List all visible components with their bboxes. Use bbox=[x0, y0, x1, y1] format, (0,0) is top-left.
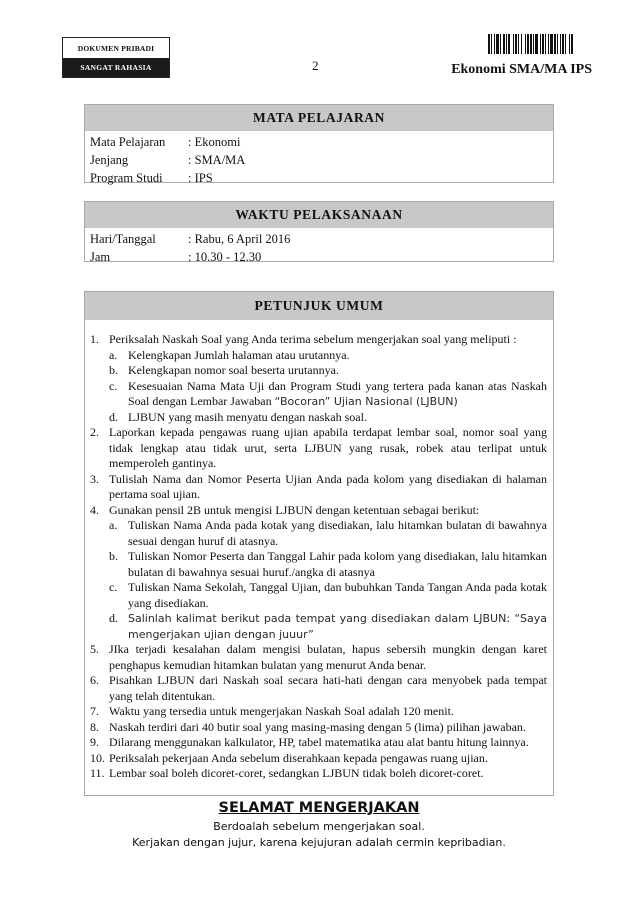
subitem-text: Kesesuaian Nama Mata Uji dan Program Studi yang tertera pada kanan atas Naskah Soal dengan Lembar Jawaban bbox=[128, 378, 547, 408]
info-label: Program Studi bbox=[90, 170, 163, 185]
instruction-number: 3. bbox=[90, 471, 99, 486]
instruction-number: 9. bbox=[90, 735, 99, 749]
instruction-text: Lembar soal boleh dicoret-coret, sedangkan LJBUN tidak boleh dicoret-coret. bbox=[109, 766, 484, 780]
subitem-letter: c. bbox=[109, 378, 118, 393]
instruction-item bbox=[90, 720, 547, 736]
footer-line: Berdoalah sebelum mengerjakan soal. bbox=[213, 820, 425, 833]
subitem-letter: d. bbox=[109, 611, 118, 625]
subitem-text: Kelengkapan Jumlah halaman atau urutannya. bbox=[128, 347, 350, 362]
instruction-text: Pisahkan LJBUN dari Naskah soal secara hati-hati dengan cara menyobek pada tempat yang telah ditentukan. bbox=[109, 673, 547, 703]
instruction-item bbox=[90, 704, 547, 720]
instruction-text: Naskah terdiri dari 40 butir soal yang masing-masing dengan 5 (lima) pilihan jawaban. bbox=[109, 719, 526, 734]
instruction-list bbox=[85, 320, 553, 782]
info-value: : IPS bbox=[188, 170, 213, 185]
instruction-text: Gunakan pensil 2B untuk mengisi LJBUN dengan ketentuan sebagai berikut: bbox=[109, 502, 480, 517]
subitem-text: Tuliskan Nama Anda pada kotak yang disediakan, lalu hitamkan bulatan di bawahnya sesuai dengan huruf di atasnya. bbox=[128, 518, 547, 548]
info-row bbox=[85, 133, 553, 151]
subitem-letter: b. bbox=[109, 363, 118, 377]
instruction-item bbox=[90, 332, 547, 425]
instruction-item bbox=[90, 735, 547, 751]
waktu-pelaksanaan-heading: WAKTU PELAKSANAAN bbox=[85, 202, 553, 228]
instruction-text: Dilarang menggunakan kalkulator, HP, tabel matematika atau alat bantu hitung lainnya. bbox=[109, 735, 529, 749]
subitem-letter: d. bbox=[109, 409, 118, 424]
subitem-text: Tuliskan Nama Sekolah, Tanggal Ujian, dan bubuhkan Tanda Tangan Anda pada kotak yang disediakan. bbox=[128, 580, 547, 610]
badge-top-label: DOKUMEN PRIBADI bbox=[77, 43, 155, 53]
instruction-text: Periksalah Naskah Soal yang Anda terima sebelum mengerjakan soal yang meliputi : bbox=[109, 332, 517, 346]
instruction-item bbox=[90, 472, 547, 503]
info-value: : Rabu, 6 April 2016 bbox=[188, 231, 291, 246]
info-row bbox=[85, 230, 553, 248]
info-label: Jenjang bbox=[90, 152, 129, 167]
instruction-number: 8. bbox=[90, 719, 99, 734]
subitem-letter: b. bbox=[109, 549, 118, 563]
subitem-letter: a. bbox=[109, 518, 118, 532]
info-row bbox=[85, 248, 553, 266]
barcode-icon bbox=[488, 34, 591, 54]
instruction-number: 1. bbox=[90, 332, 99, 346]
instruction-number: 7. bbox=[90, 704, 99, 718]
info-label: Hari/Tanggal bbox=[90, 231, 156, 246]
footer-line: Kerjakan dengan jujur, karena kejujuran adalah cermin kepribadian. bbox=[132, 836, 506, 849]
instruction-number: 2. bbox=[90, 425, 99, 439]
info-row bbox=[85, 151, 553, 169]
petunjuk-umum-panel bbox=[84, 291, 554, 796]
instruction-subitem bbox=[109, 379, 547, 410]
info-label: Jam bbox=[90, 249, 111, 264]
instruction-subitem bbox=[109, 410, 547, 426]
instruction-text: Periksalah pekerjaan Anda sebelum diserahkaan kepada pengawas ruang ujian. bbox=[109, 750, 488, 765]
mata-pelajaran-heading: MATA PELAJARAN bbox=[85, 105, 553, 131]
instruction-subitem bbox=[109, 580, 547, 611]
instruction-subitem bbox=[109, 518, 547, 549]
instruction-item bbox=[90, 766, 547, 782]
document-classification-badge bbox=[62, 37, 170, 78]
instruction-item bbox=[90, 751, 547, 767]
subitem-text: Kelengkapan nomor soal beserta urutannya. bbox=[128, 363, 339, 377]
waktu-pelaksanaan-panel bbox=[84, 201, 554, 262]
instruction-subitem bbox=[109, 363, 547, 379]
info-label: Mata Pelajaran bbox=[90, 134, 166, 149]
page-number: 2 bbox=[312, 58, 319, 73]
info-row bbox=[85, 169, 553, 187]
instruction-text: Laporkan kepada pengawas ruang ujian apabila terdapat lembar soal, nomor soal yang tidak lengkap atau tidak urut, serta LJBUN yang rusak, robek atau terlipat untuk memperoleh gantinya. bbox=[109, 425, 547, 470]
instruction-subitem bbox=[109, 611, 547, 642]
subitem-letter: a. bbox=[109, 347, 118, 362]
instruction-number: 11. bbox=[90, 766, 105, 780]
instruction-text: JIka terjadi kesalahan dalam mengisi bulatan, hapus sebersih mungkin dengan karet penghapus kemudian hitamkan bulatan yang menurut Anda benar. bbox=[109, 642, 547, 672]
info-value: : 10.30 - 12.30 bbox=[188, 249, 262, 264]
petunjuk-umum-heading: PETUNJUK UMUM bbox=[85, 292, 553, 320]
instruction-text: Tulislah Nama dan Nomor Peserta Ujian Anda pada kolom yang disediakan di halaman pertama soal ujian. bbox=[109, 471, 547, 501]
subitem-highlight: Salinlah kalimat berikut pada tempat yang disediakan dalam LJBUN: “Saya mengerjakan ujian dengan juuur” bbox=[128, 612, 547, 641]
instruction-number: 10. bbox=[90, 750, 105, 765]
instruction-subitem bbox=[109, 549, 547, 580]
subitem-letter: c. bbox=[109, 580, 118, 594]
instruction-number: 5. bbox=[90, 642, 99, 656]
mata-pelajaran-panel bbox=[84, 104, 554, 183]
instruction-number: 6. bbox=[90, 673, 99, 687]
subitem-highlight: “Bocoran” Ujian Nasional (LJBUN) bbox=[274, 395, 458, 408]
instruction-item bbox=[90, 673, 547, 704]
instruction-number: 4. bbox=[90, 502, 99, 517]
instruction-item bbox=[90, 642, 547, 673]
subitem-text: Tuliskan Nomor Peserta dan Tanggal Lahir pada kolom yang disediakan, lalu hitamkan bulatan di bawahnya sesuai huruf./angka di atasnya bbox=[128, 549, 547, 579]
footer-title: SELAMAT MENGERJAKAN bbox=[218, 800, 420, 816]
instruction-item bbox=[90, 503, 547, 643]
info-value: : SMA/MA bbox=[188, 152, 246, 167]
instruction-subitem bbox=[109, 348, 547, 364]
instruction-text: Waktu yang tersedia untuk mengerjakan Naskah Soal adalah 120 menit. bbox=[109, 704, 454, 718]
subitem-text: LJBUN yang masih menyatu dengan naskah soal. bbox=[128, 409, 367, 424]
info-value: : Ekonomi bbox=[188, 134, 241, 149]
badge-bottom-label: SANGAT RAHASIA bbox=[63, 58, 169, 77]
instruction-item bbox=[90, 425, 547, 472]
subject-header: Ekonomi SMA/MA IPS bbox=[451, 62, 592, 77]
